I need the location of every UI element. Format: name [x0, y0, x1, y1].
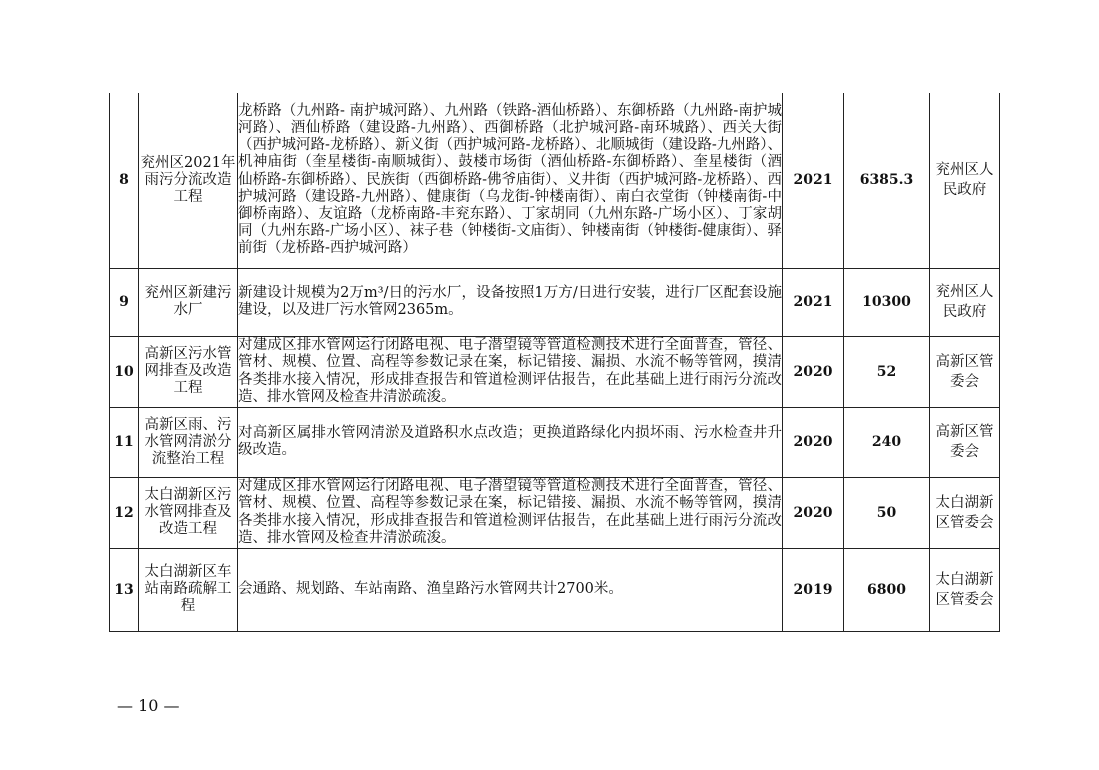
responsible-unit: 高新区管委会	[930, 336, 1000, 407]
project-name: 高新区雨、污水管网清淤分流整治工程	[139, 407, 238, 477]
project-amount: 6385.3	[844, 93, 930, 268]
project-year: 2020	[783, 407, 844, 477]
responsible-unit: 兖州区人民政府	[930, 268, 1000, 336]
project-content: 新建设计规模为2万m³/日的污水厂，设备按照1万方/日进行安装，进行厂区配套设施建设，以及进厂污水管网2365m。	[238, 268, 783, 336]
responsible-unit: 太白湖新区管委会	[930, 548, 1000, 631]
row-number: 11	[110, 407, 139, 477]
responsible-unit: 太白湖新区管委会	[930, 477, 1000, 548]
table-row	[110, 477, 1000, 548]
table-row	[110, 407, 1000, 477]
project-content: 对建成区排水管网运行闭路电视、电子潜望镜等管道检测技术进行全面普查，管径、管材、规模、位置、高程等参数记录在案，标记错接、漏损、水流不畅等管网，摸清各类排水接入情况，形成排查报告和管道检测评估报告，在此基础上进行雨污分流改造、排水管网及检查井清淤疏浚。	[238, 477, 783, 548]
project-name: 兖州区新建污水厂	[139, 268, 238, 336]
row-number: 12	[110, 477, 139, 548]
page-number: — 10 —	[117, 696, 180, 715]
project-year: 2019	[783, 548, 844, 631]
table-row	[110, 548, 1000, 631]
project-year: 2020	[783, 477, 844, 548]
project-amount: 52	[844, 336, 930, 407]
project-amount: 240	[844, 407, 930, 477]
table-row	[110, 93, 1000, 268]
responsible-unit: 兖州区人民政府	[930, 93, 1000, 268]
project-amount: 6800	[844, 548, 930, 631]
project-table	[109, 93, 1000, 632]
row-number: 8	[110, 93, 139, 268]
project-year: 2021	[783, 268, 844, 336]
project-content: 对高新区属排水管网清淤及道路积水点改造；更换道路绿化内损坏雨、污水检查井升级改造。	[238, 407, 783, 477]
project-amount: 50	[844, 477, 930, 548]
project-year: 2020	[783, 336, 844, 407]
table-row	[110, 268, 1000, 336]
project-amount: 10300	[844, 268, 930, 336]
project-content: 龙桥路（九州路- 南护城河路）、九州路（铁路-酒仙桥路）、东御桥路（九州路-南护城河路）、酒仙桥路（建设路-九州路）、西御桥路（北护城河路-南环城路）、西关大街（西护城河路-龙桥路）、新义街（西护城河路-龙桥路）、北顺城街（建设路-九州路）、机神庙街（奎星楼街-南顺城街）、鼓楼市场街（酒仙桥路-东御桥路）、奎星楼街（酒仙桥路-东御桥路）、民族街（西御桥路-佛爷庙街）、义井街（西护城河路-龙桥路）、西护城河路（建设路-九州路）、健康街（乌龙街-钟楼南街）、南白衣堂街（钟楼南街-中御桥南路）、友谊路（龙桥南路-丰兖东路）、丁家胡同（九州东路-广场小区）、丁家胡同（九州东路-广场小区）、袜子巷（钟楼街-文庙街）、钟楼南街（钟楼街-健康街）、驿前街（龙桥路-西护城河路）	[238, 93, 783, 268]
row-number: 9	[110, 268, 139, 336]
project-content: 会通路、规划路、车站南路、渔皇路污水管网共计2700米。	[238, 548, 783, 631]
project-name: 太白湖新区车站南路疏解工程	[139, 548, 238, 631]
row-number: 13	[110, 548, 139, 631]
project-content: 对建成区排水管网运行闭路电视、电子潜望镜等管道检测技术进行全面普查，管径、管材、规模、位置、高程等参数记录在案，标记错接、漏损、水流不畅等管网，摸清各类排水接入情况，形成排查报告和管道检测评估报告，在此基础上进行雨污分流改造、排水管网及检查井清淤疏浚。	[238, 336, 783, 407]
project-year: 2021	[783, 93, 844, 268]
project-name: 兖州区2021年雨污分流改造工程	[139, 93, 238, 268]
project-name: 太白湖新区污水管网排查及改造工程	[139, 477, 238, 548]
responsible-unit: 高新区管委会	[930, 407, 1000, 477]
table-row	[110, 336, 1000, 407]
row-number: 10	[110, 336, 139, 407]
project-name: 高新区污水管网排查及改造工程	[139, 336, 238, 407]
